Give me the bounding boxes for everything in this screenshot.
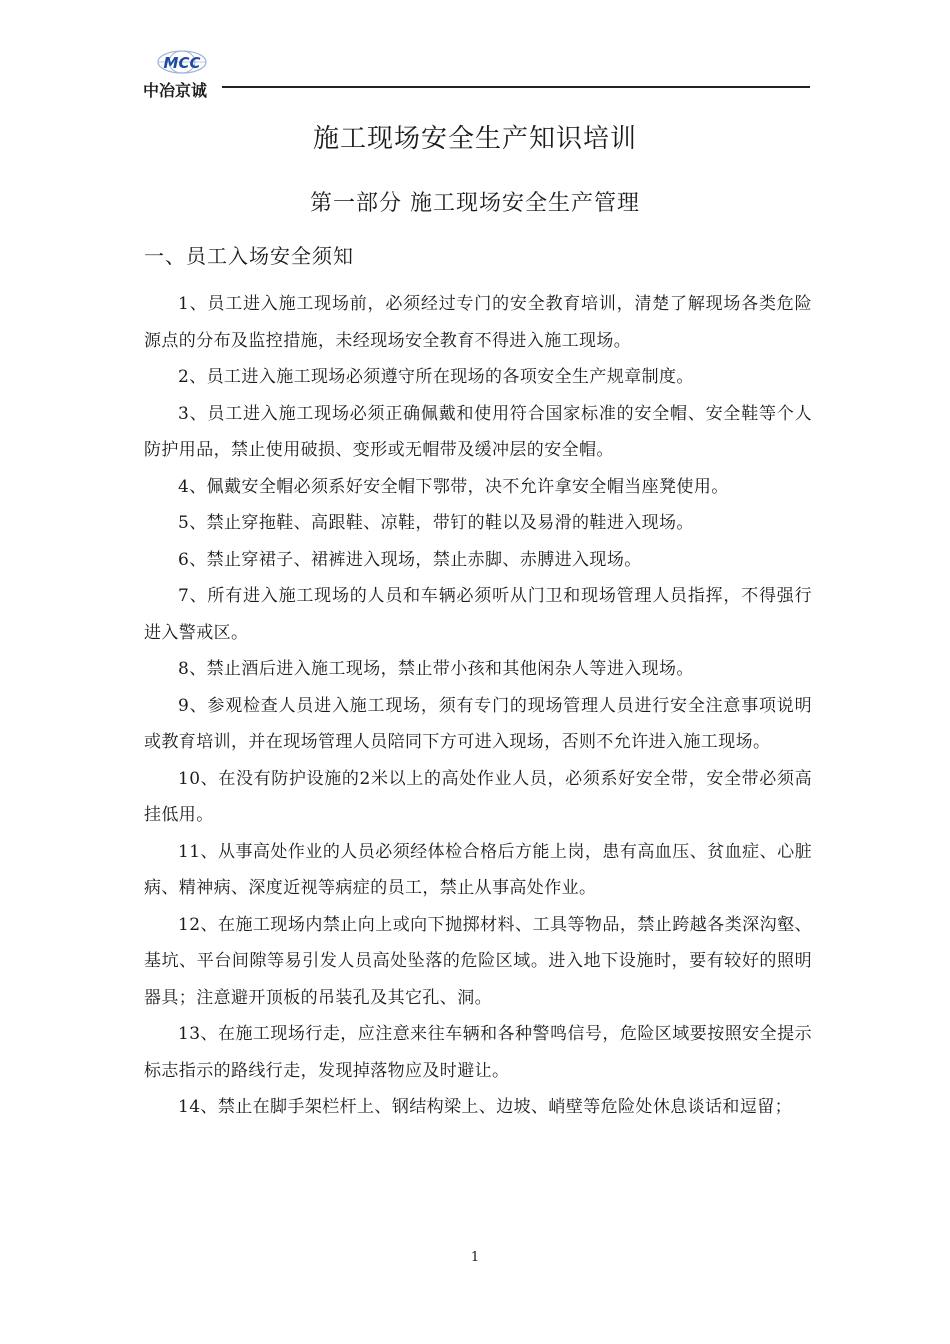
paragraph: 3、员工进入施工现场必须正确佩戴和使用符合国家标准的安全帽、安全鞋等个人防护用品，禁止使用破损、变形或无帽带及缓冲层的安全帽。 — [144, 403, 812, 460]
page-header — [140, 46, 812, 106]
paragraph: 10、在没有防护设施的2米以上的高处作业人员，必须系好安全带，安全带必须高挂低用。 — [144, 768, 812, 825]
paragraph: 5、禁止穿拖鞋、高跟鞋、凉鞋，带钉的鞋以及易滑的鞋进入现场。 — [178, 513, 694, 533]
section-heading: 一、员工入场安全须知 — [144, 244, 354, 268]
mcc-logo-graphic — [140, 46, 222, 100]
paragraph: 11、从事高处作业的人员必须经体检合格后方能上岗，患有高血压、贫血症、心脏病、精神病、深度近视等病症的员工，禁止从事高处作业。 — [144, 841, 812, 898]
paragraph: 12、在施工现场内禁止向上或向下抛掷材料、工具等物品，禁止跨越各类深沟壑、基坑、平台间隙等易引发人员高处坠落的危险区域。进入地下设施时，要有较好的照明器具；注意避开顶板的吊装孔及其它孔、洞。 — [144, 914, 812, 1008]
svg-text:中冶京诚: 中冶京诚 — [143, 81, 208, 100]
part-subtitle: 第一部分 施工现场安全生产管理 — [310, 191, 640, 216]
paragraph: 9、参观检查人员进入施工现场，须有专门的现场管理人员进行安全注意事项说明或教育培训，并在现场管理人员陪同下方可进入现场，否则不允许进入施工现场。 — [144, 695, 812, 752]
paragraph: 1、员工进入施工现场前，必须经过专门的安全教育培训，清楚了解现场各类危险源点的分布及监控措施，未经现场安全教育不得进入施工现场。 — [144, 294, 812, 351]
paragraph: 14、禁止在脚手架栏杆上、钢结构梁上、边坡、峭壁等危险处休息谈话和逗留； — [178, 1097, 793, 1117]
header-divider — [222, 86, 810, 88]
paragraph: 7、所有进入施工现场的人员和车辆必须听从门卫和现场管理人员指挥，不得强行进入警戒区。 — [144, 586, 812, 643]
document-body — [144, 286, 812, 1126]
svg-text:MCC: MCC — [163, 54, 201, 72]
paragraph: 6、禁止穿裙子、裙裤进入现场，禁止赤脚、赤膊进入现场。 — [178, 549, 642, 570]
paragraph: 4、佩戴安全帽必须系好安全帽下鄂带，决不允许拿安全帽当座凳使用。 — [178, 476, 729, 497]
paragraph: 13、在施工现场行走，应注意来往车辆和各种警鸣信号，危险区域要按照安全提示标志指示的路线行走，发现掉落物应及时避让。 — [144, 1024, 812, 1081]
document-title: 施工现场安全生产知识培训 — [312, 124, 637, 154]
page-number: 1 — [470, 1250, 480, 1265]
paragraph: 2、员工进入施工现场必须遵守所在现场的各项安全生产规章制度。 — [178, 367, 694, 387]
paragraph: 8、禁止酒后进入施工现场，禁止带小孩和其他闲杂人等进入现场。 — [178, 659, 694, 679]
company-logo — [140, 46, 222, 100]
